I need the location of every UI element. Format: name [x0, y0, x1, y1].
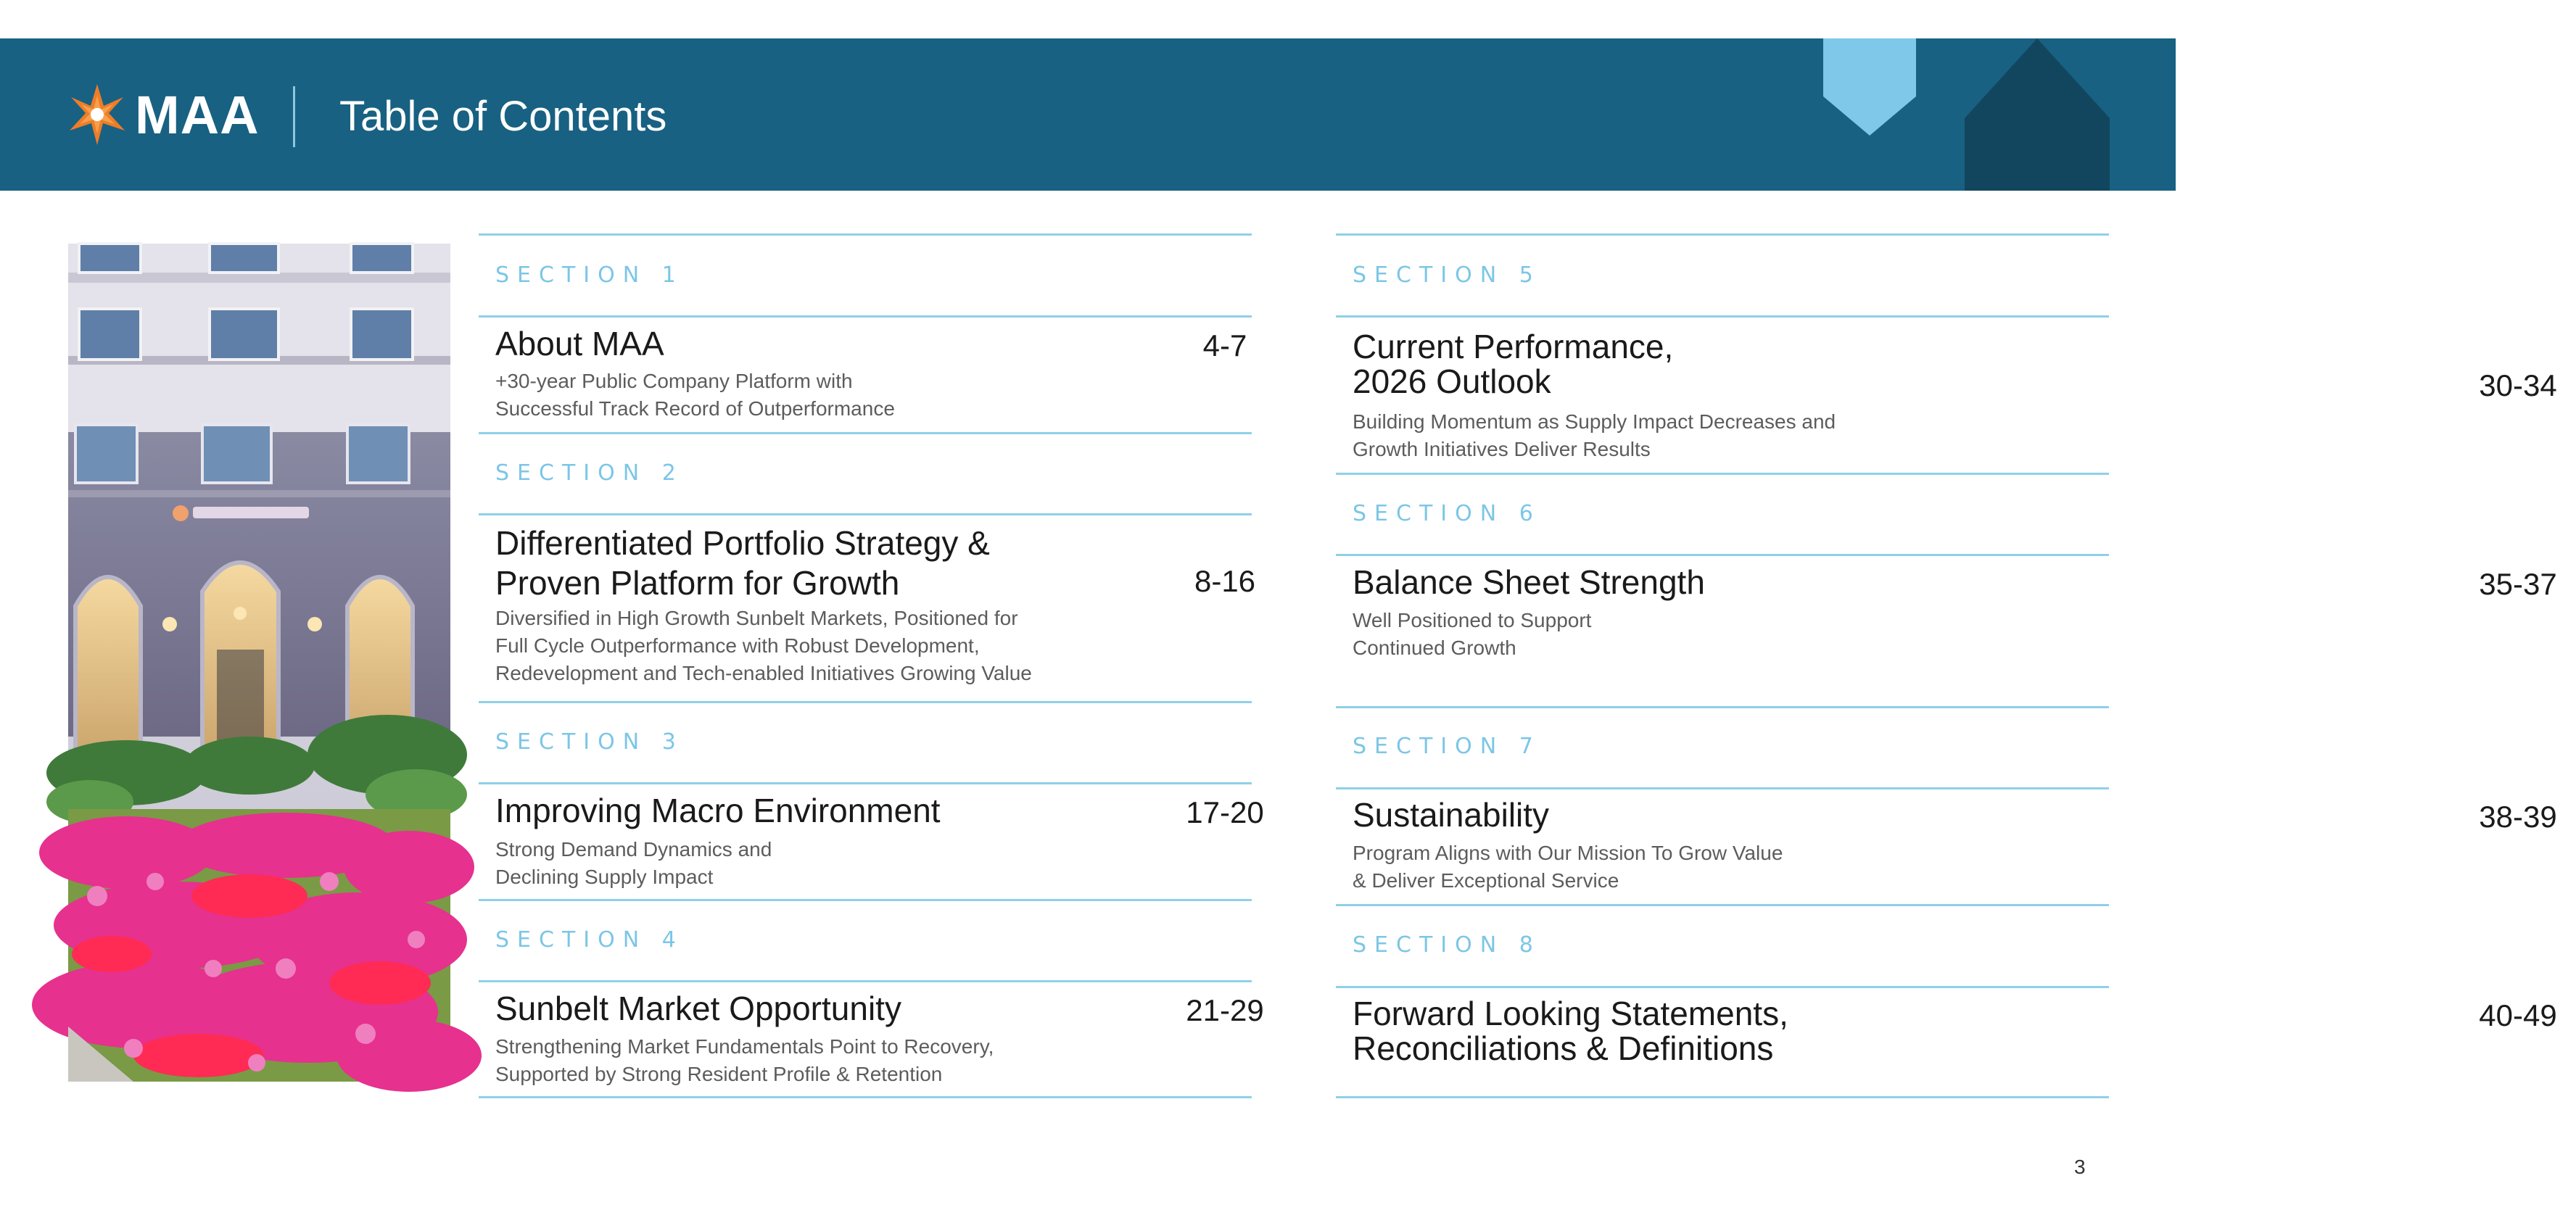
section-2-title[interactable]: Differentiated Portfolio Strategy & Proven Platform for Growth	[495, 524, 990, 602]
section-5-title[interactable]: Current Performance, 2026 Outlook	[1353, 328, 1674, 400]
divider-rule	[479, 233, 1252, 236]
section-3-pages: 17-20	[1186, 795, 1264, 829]
header-banner	[0, 38, 2176, 191]
section-1-label: SECTION 1	[495, 262, 684, 288]
divider-rule	[479, 782, 1252, 784]
section-5-label: SECTION 5	[1353, 262, 1541, 288]
maa-logo	[68, 83, 260, 146]
divider-rule	[479, 1096, 1252, 1098]
section-8-title[interactable]: Forward Looking Statements, Reconciliations & Definitions	[1353, 995, 1788, 1067]
divider-rule	[1336, 1096, 2109, 1098]
section-3-label: SECTION 3	[495, 729, 684, 755]
divider-rule	[1336, 554, 2109, 556]
house-shape-decoration-icon	[1965, 38, 2110, 191]
page-title: Table of Contents	[339, 93, 667, 140]
divider-rule	[1336, 986, 2109, 988]
section-3-description: Strong Demand Dynamics and Declining Supply Impact	[495, 838, 772, 888]
section-8-label: SECTION 8	[1353, 932, 1541, 958]
section-4-description: Strengthening Market Fundamentals Point to Recovery, Supported by Strong Resident Profile & Retention	[495, 1035, 994, 1085]
divider-rule	[479, 513, 1252, 515]
divider-rule	[479, 432, 1252, 434]
divider-rule	[1336, 315, 2109, 318]
logo-wordmark: MAA	[135, 84, 260, 145]
section-2-pages: 8-16	[1194, 564, 1256, 598]
page-number: 3	[2074, 1156, 2086, 1178]
section-7-title[interactable]: Sustainability	[1353, 796, 1550, 834]
section-8-pages: 40-49	[2479, 998, 2557, 1032]
section-6-pages: 35-37	[2479, 567, 2557, 601]
section-4-title[interactable]: Sunbelt Market Opportunity	[495, 990, 901, 1027]
section-7-description: Program Aligns with Our Mission To Grow Value & Deliver Exceptional Service	[1353, 842, 1783, 892]
divider-rule	[1336, 706, 2109, 708]
section-6-description: Well Positioned to Support Continued Growth	[1353, 609, 1592, 659]
starburst-logo-icon	[68, 83, 126, 146]
section-1-description: +30-year Public Company Platform with Successful Track Record of Outperformance	[495, 370, 895, 420]
section-1-pages: 4-7	[1202, 328, 1247, 362]
section-6-label: SECTION 6	[1353, 501, 1541, 526]
section-5-pages: 30-34	[2479, 368, 2557, 402]
section-6-title[interactable]: Balance Sheet Strength	[1353, 563, 1705, 601]
section-5-description: Building Momentum as Supply Impact Decreases and Growth Initiatives Deliver Results	[1353, 410, 1836, 460]
section-1-title[interactable]: About MAA	[495, 325, 664, 362]
divider-rule	[1336, 473, 2109, 475]
header-divider	[293, 86, 295, 147]
section-2-label: SECTION 2	[495, 460, 684, 486]
divider-rule	[479, 315, 1252, 318]
divider-rule	[479, 899, 1252, 901]
divider-rule	[479, 701, 1252, 703]
section-7-label: SECTION 7	[1353, 734, 1541, 759]
section-2-description: Diversified in High Growth Sunbelt Markets, Positioned for Full Cycle Outperformance with Robust Development, Redevelopment and Tech-enabled Initiatives Growing Value	[495, 607, 1032, 684]
property-photo	[68, 244, 450, 1082]
divider-rule	[1336, 904, 2109, 906]
section-4-label: SECTION 4	[495, 927, 684, 953]
section-4-pages: 21-29	[1186, 993, 1264, 1027]
section-3-title[interactable]: Improving Macro Environment	[495, 792, 941, 829]
divider-rule	[479, 980, 1252, 982]
chevron-down-decoration-icon	[1823, 38, 1916, 136]
divider-rule	[1336, 787, 2109, 789]
divider-rule	[1336, 233, 2109, 236]
section-7-pages: 38-39	[2479, 800, 2557, 834]
